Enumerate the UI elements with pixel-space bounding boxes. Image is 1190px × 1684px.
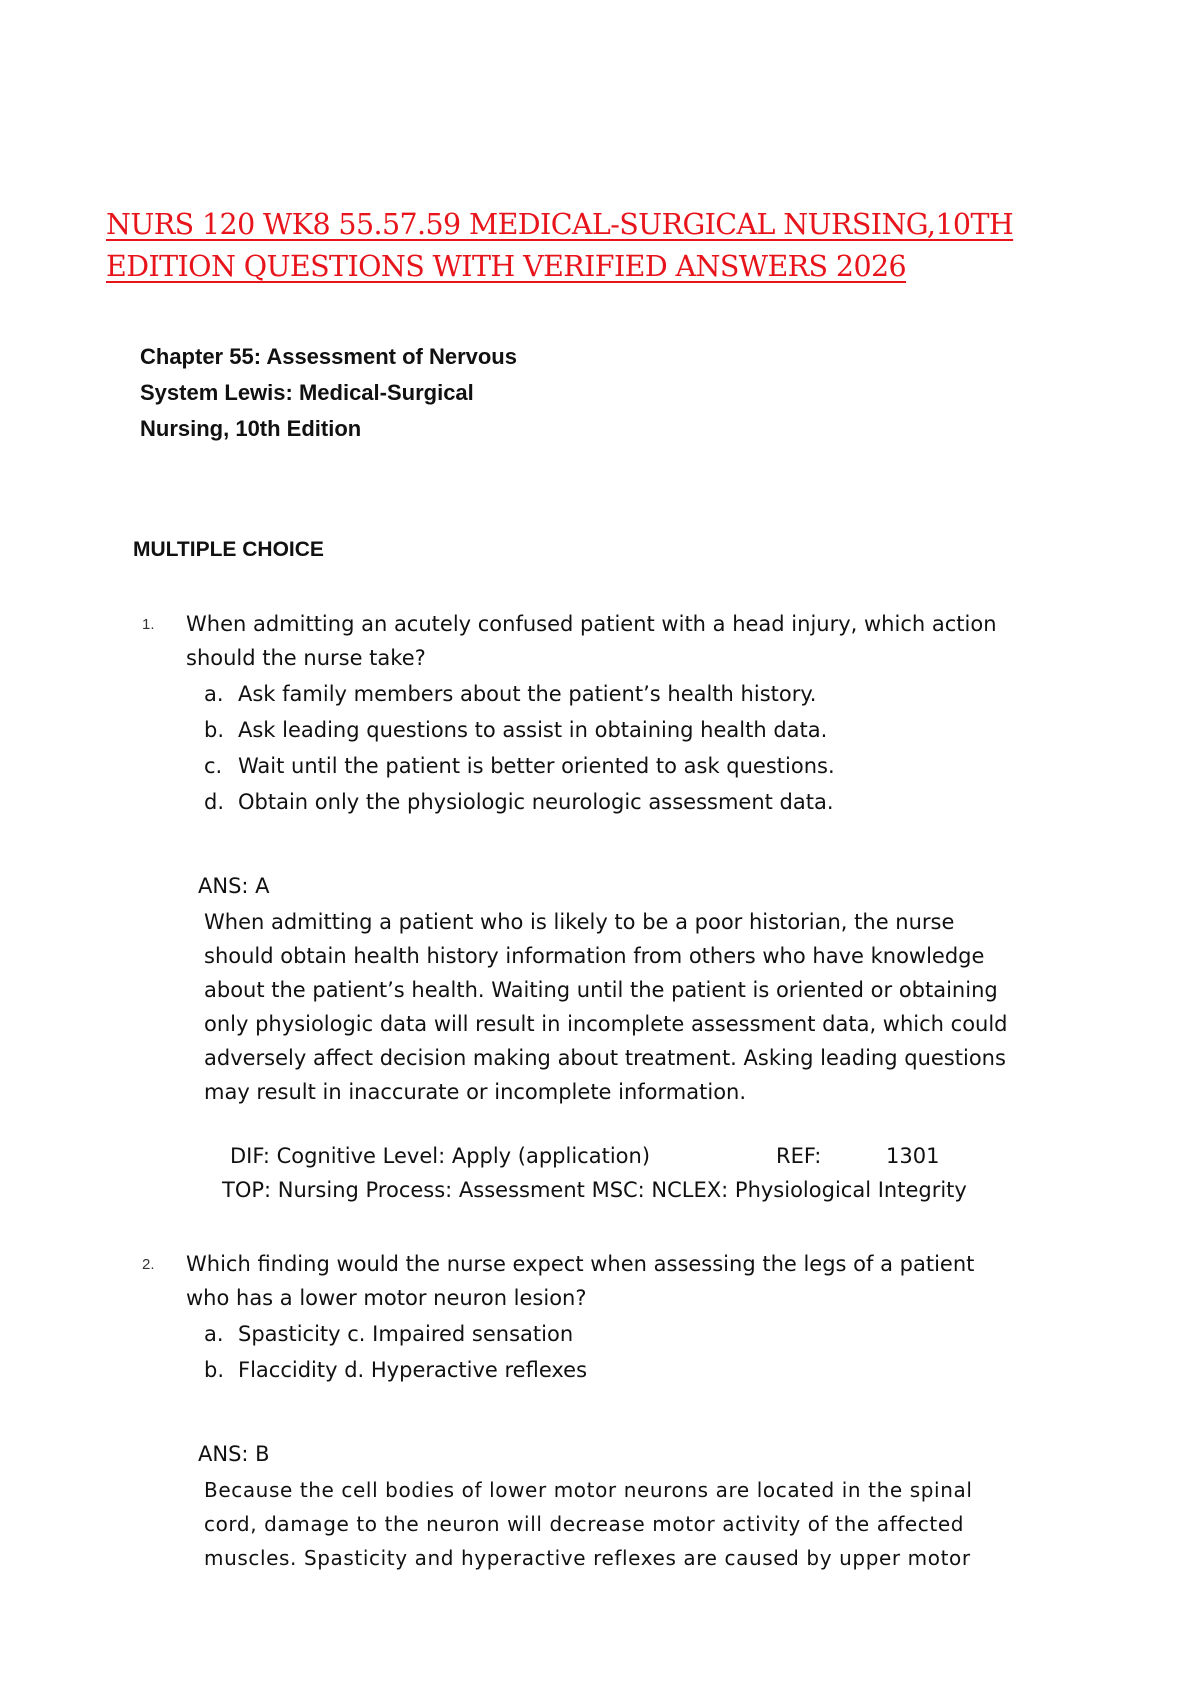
- question-1-option-b: [204, 718, 827, 742]
- document-title-line-2: EDITION QUESTIONS WITH VERIFIED ANSWERS 2026: [106, 250, 907, 283]
- option-text: Ask family members about the patient’s health history.: [238, 682, 817, 706]
- question-2-option-row-2: [204, 1358, 587, 1382]
- question-2-option-row-1: [204, 1322, 573, 1346]
- option-letter: d.: [204, 790, 225, 814]
- question-2-text-line-2: who has a lower motor neuron lesion?: [186, 1286, 587, 1310]
- section-heading: MULTIPLE CHOICE: [133, 538, 324, 561]
- option-letter: b.: [204, 1358, 225, 1382]
- document-title-line-1: NURS 120 WK8 55.57.59 MEDICAL-SURGICAL NURSING,10TH: [106, 208, 1014, 241]
- question-1-rationale-line-3: about the patient’s health. Waiting until the patient is oriented or obtaining: [204, 978, 998, 1002]
- question-2-rationale-line-1: Because the cell bodies of lower motor neurons are located in the spinal: [204, 1478, 973, 1502]
- question-1-ref-value: 1301: [886, 1144, 940, 1168]
- question-1-number: 1.: [142, 616, 155, 633]
- question-2-rationale-line-3: muscles. Spasticity and hyperactive reflexes are caused by upper motor: [204, 1546, 971, 1570]
- question-1-rationale-line-2: should obtain health history information from others who have knowledge: [204, 944, 985, 968]
- question-1-ref-label: REF:: [776, 1144, 822, 1168]
- question-2-rationale-line-2: cord, damage to the neuron will decrease motor activity of the affected: [204, 1512, 965, 1536]
- chapter-heading-line-1: Chapter 55: Assessment of Nervous: [140, 344, 517, 369]
- question-1-rationale-line-1: When admitting a patient who is likely to be a poor historian, the nurse: [204, 910, 955, 934]
- question-1-topic: TOP: Nursing Process: Assessment MSC: NCLEX: Physiological Integrity: [222, 1178, 967, 1202]
- option-letter: a.: [204, 682, 224, 706]
- question-2-number: 2.: [142, 1256, 155, 1273]
- option-letter: c.: [204, 754, 223, 778]
- question-1-option-d: [204, 790, 834, 814]
- chapter-heading-line-3: Nursing, 10th Edition: [140, 416, 362, 441]
- question-2-text-line-1: Which finding would the nurse expect when assessing the legs of a patient: [186, 1252, 975, 1276]
- option-text: Obtain only the physiologic neurologic assessment data.: [238, 790, 834, 814]
- option-text: Spasticity c. Impaired sensation: [238, 1322, 574, 1346]
- question-1-answer: ANS: A: [198, 874, 270, 898]
- option-text: Flaccidity d. Hyperactive reflexes: [238, 1358, 588, 1382]
- question-1-text-line-1: When admitting an acutely confused patient with a head injury, which action: [186, 612, 997, 636]
- question-1-rationale-line-6: may result in inaccurate or incomplete information.: [204, 1080, 747, 1104]
- option-text: Ask leading questions to assist in obtaining health data.: [238, 718, 828, 742]
- question-1-text-line-2: should the nurse take?: [186, 646, 426, 670]
- question-1-difficulty: DIF: Cognitive Level: Apply (application): [230, 1144, 651, 1168]
- chapter-heading-line-2: System Lewis: Medical-Surgical: [140, 380, 474, 405]
- option-text: Wait until the patient is better oriented to ask questions.: [238, 754, 835, 778]
- question-1-rationale-line-5: adversely affect decision making about treatment. Asking leading questions: [204, 1046, 1006, 1070]
- option-letter: a.: [204, 1322, 224, 1346]
- option-letter: b.: [204, 718, 225, 742]
- question-2-answer: ANS: B: [198, 1442, 270, 1466]
- question-1-option-a: [204, 682, 816, 706]
- question-1-rationale-line-4: only physiologic data will result in incomplete assessment data, which could: [204, 1012, 1008, 1036]
- question-1-option-c: [204, 754, 835, 778]
